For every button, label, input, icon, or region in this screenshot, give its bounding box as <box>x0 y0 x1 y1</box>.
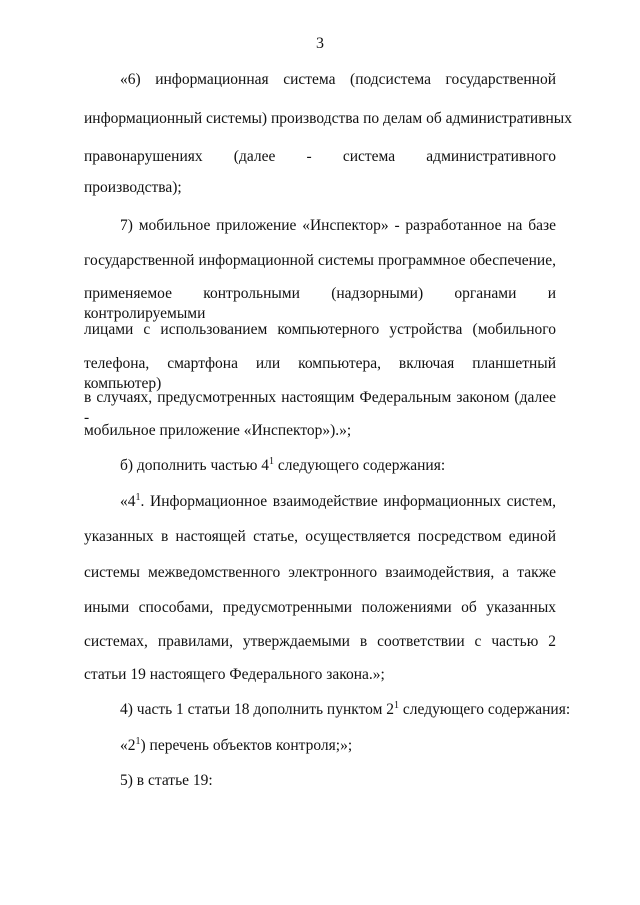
text-line <box>120 700 571 720</box>
text-line <box>120 492 556 512</box>
text-run: следующего содержания: <box>399 701 571 718</box>
text-line: лицами с использованием компьютерного устройства (мобильного <box>84 321 556 338</box>
superscript: 1 <box>394 700 400 711</box>
text-run: ) перечень объектов контроля;»; <box>140 737 353 754</box>
text-line: в случаях, предусмотренных настоящим Федеральным законом (далее - <box>84 389 556 426</box>
superscript: 1 <box>135 736 141 747</box>
superscript: 1 <box>269 456 275 467</box>
text-line: 5) в статье 19: <box>120 772 213 789</box>
text-line: системах, правилами, утверждаемыми в соответствии с частью 2 <box>84 633 556 650</box>
text-line <box>120 456 556 476</box>
text-line: указанных в настоящей статье, осуществляется посредством единой <box>84 528 556 545</box>
superscript: 1 <box>135 492 141 503</box>
text-line: государственной информационной системы программное обеспечение, <box>84 252 556 269</box>
text-line: мобильное приложение «Инспектор»).»; <box>84 422 352 439</box>
text-run: б) дополнить частью 4 <box>120 457 270 474</box>
text-run: следующего содержания: <box>274 457 446 474</box>
text-run: «4 <box>120 493 136 510</box>
text-line <box>120 736 556 756</box>
text-line: правонарушениях (далее - система административного <box>84 148 556 165</box>
text-line: системы межведомственного электронного взаимодействия, а также <box>84 564 556 581</box>
text-line: статьи 19 настоящего Федерального закона.»; <box>84 666 385 683</box>
text-line: телефона, смартфона или компьютера, включая планшетный компьютер) <box>84 355 556 392</box>
text-run: 4) часть 1 статьи 18 дополнить пунктом 2 <box>120 701 395 718</box>
text-line: «6) информационная система (подсистема государственной <box>120 71 556 88</box>
page-number: 3 <box>316 35 324 52</box>
text-line: иными способами, предусмотренными положениями об указанных <box>84 599 556 616</box>
text-line: 7) мобильное приложение «Инспектор» - разработанное на базе <box>120 217 556 234</box>
text-line: производства); <box>84 179 182 196</box>
text-line: применяемое контрольными (надзорными) органами и контролируемыми <box>84 285 556 322</box>
text-run: . Информационное взаимодействие информационных систем, <box>140 493 556 510</box>
text-run: «2 <box>120 737 136 754</box>
text-line: информационный системы) производства по делам об административных <box>84 110 572 127</box>
